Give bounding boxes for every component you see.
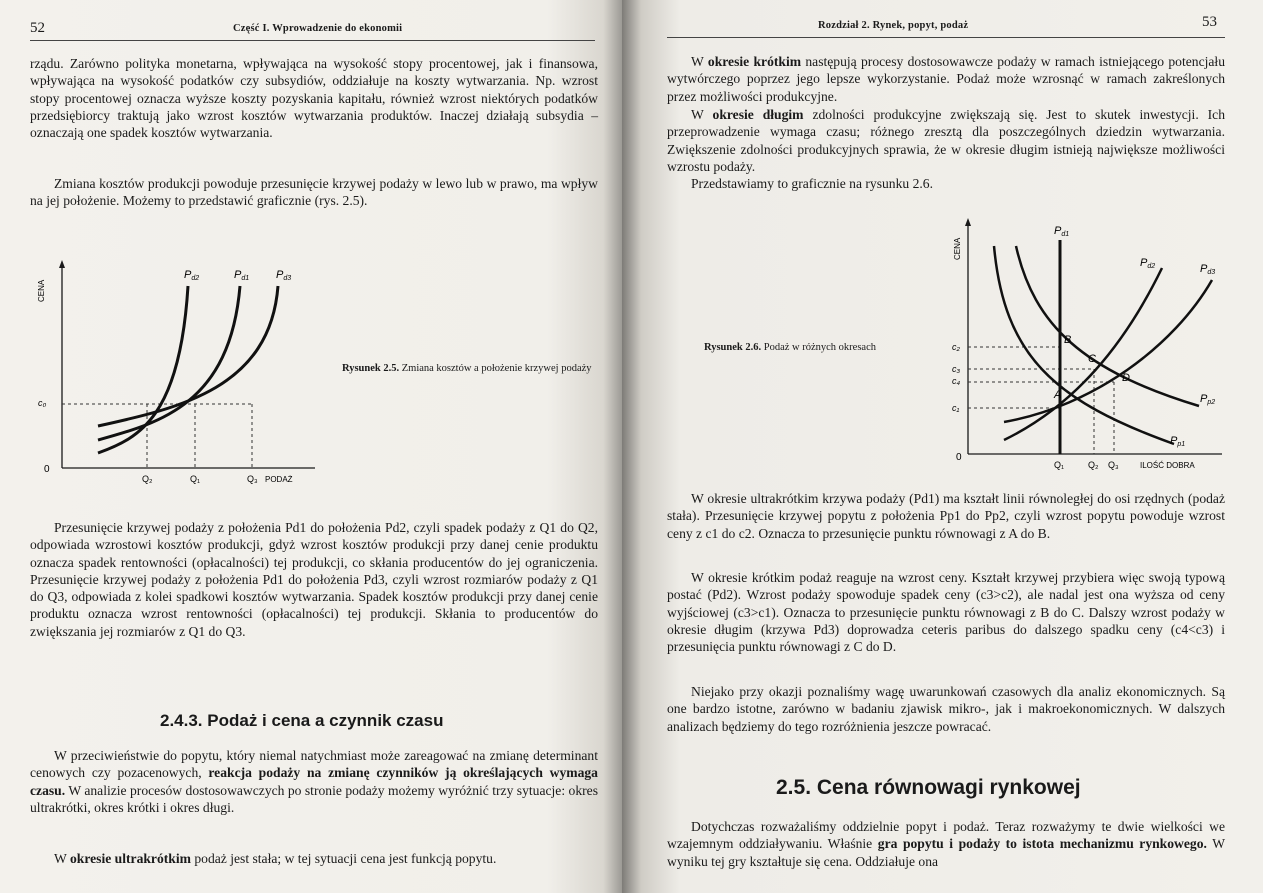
price-label-c3: c₃: [952, 364, 961, 374]
paragraph: Dotychczas rozważaliśmy oddzielnie popyt i podaż. Teraz rozważymy te dwie wielkości we wzajemnym oddziaływaniu. Właśnie gra popytu i podaży to istota mechanizmu rynkowego. W wyniku tej gry kształtuje się cena. Oddziałuje ona: [667, 819, 1226, 869]
x-tick-q1: Q₁: [1054, 460, 1065, 470]
y-axis-label: CENA: [953, 237, 962, 260]
curve-label-pp1: Pp1: [1170, 435, 1186, 448]
price-label-c1: c₁: [952, 403, 960, 413]
section-heading: 2.5. Cena równowagi rynkowej: [776, 776, 1081, 799]
paragraph: W okresie krótkim następują procesy dostosowawcze podaży w ramach istniejącego potencjału wytwórczego poprzez jego lepsze wykorzystanie. Podaż może wzrosnąć w ramach zakreślonych przez możliwości produkcyjne.: [667, 54, 1225, 104]
origin-label: 0: [44, 464, 50, 475]
running-head: Rozdział 2. Rynek, popyt, podaż: [818, 20, 969, 31]
curve-label-pd1: Pd1: [234, 269, 250, 282]
paragraph: Przesunięcie krzywej podaży z położenia Pd1 do położenia Pd2, czyli spadek podaży z Q1 do Q2, odpowiada wzrostowi kosztów produkcji, gdyż wzrost kosztów produkcji przy danej cenie produktu oznacza spadek rentowności (opłacalności) tej produkcji, co skłania producentów do jej ograniczenia. Przesunięcie krzywej podaży z położenia Pd1 do położenia Pd3, czyli wzrost rozmiarów podaży z Q1 do Q3, odpowiada z kolei spadkowi kosztów wytwarzania. Spadek kosztów produkcji przy danej cenie produktu oznacza wzrost rentowności (opłacalności) tej produkcji. Skłania to producentów do zwiększania jej rozmiarów z Q1 do Q3.: [30, 520, 598, 639]
paragraph: Zmiana kosztów produkcji powoduje przesunięcie krzywej podaży w lewo lub w prawo, ma wpływ na jej położenie. Możemy to przedstawić graficznie (rys. 2.5).: [30, 176, 598, 209]
paragraph: W okresie krótkim podaż reaguje na wzrost ceny. Kształt krzywej przybiera więc swoją typową postać (Pd2). Wzrost podaży spowoduje spadek ceny (c3>c2), ale nadal jest ona wyższa od ceny wyjściowej (c3>c1). Oznacza to przesunięcie punktu równowagi z B do C. Dalszy wzrost podaży w okresie długim (krzywa Pd3) doprowadza ceteris paribus do dalszego spadku ceny (c4<c3) i przesunięcia punktu równowagi z C do D.: [667, 570, 1225, 655]
point-label-b: B: [1064, 334, 1072, 346]
figure-2-6: [944, 216, 1234, 478]
paragraph: W okresie ultrakrótkim podaż jest stała; w tej sytuacji cena jest funkcją popytu.: [54, 851, 497, 866]
curve-label-pd3: Pd3: [1200, 263, 1216, 276]
x-tick-q3: Q₃: [247, 474, 258, 484]
supply-curve-pd3: [98, 286, 278, 426]
caption-text: Podaż w różnych okresach: [763, 342, 876, 353]
running-head: Część I. Wprowadzenie do ekonomii: [233, 23, 403, 34]
page-number: 53: [1202, 14, 1217, 30]
paragraph: W okresie ultrakrótkim krzywa podaży (Pd1) ma kształt linii równoległej do osi rzędnych (podaż stała). Przesunięcie krzywej popytu z położenia Pp1 do Pp2, czyli wzrost popytu powoduje wzrost ceny z c1 do c2. Oznacza to przesunięcie punktu równowagi z A do B.: [667, 491, 1225, 541]
paragraph: Niejako przy okazji poznaliśmy wagę uwarunkowań czasowych dla analiz ekonomicznych. Są one bardzo istotne, zarówno w badaniu zjawisk mikro-, jak i makroekonomicznych. W dalszych analizach będziemy do tego rozróżnienia jeszcze powracać.: [667, 684, 1225, 734]
bold-phrase: gra popytu i podaży to istota mechanizmu rynkowego.: [877, 836, 1207, 852]
price-label-c2: c₂: [952, 342, 960, 352]
caption-label: Rysunek 2.6.: [704, 342, 762, 353]
point-label-d: D: [1122, 372, 1130, 384]
x-tick-q1: Q₁: [190, 474, 201, 484]
left-page: [0, 0, 622, 893]
header-rule: [667, 37, 1225, 38]
paragraph: Przedstawiamy to graficznie na rysunku 2.6.: [691, 176, 933, 191]
caption-text: Zmiana kosztów a położenie krzywej podaży: [401, 363, 592, 374]
bold-phrase: okresie ultrakrótkim: [70, 851, 191, 866]
bold-phrase: okresie krótkim: [707, 54, 802, 69]
x-tick-q3: Q₃: [1108, 460, 1119, 470]
figure-caption: [342, 362, 592, 375]
right-page: [622, 0, 1263, 893]
supply-curve-pd1: [98, 286, 240, 440]
figure-caption: [704, 341, 944, 354]
paragraph: W okresie długim zdolności produkcyjne zwiększają się. Jest to skutek inwestycji. Ich przeprowadzenie wymaga czasu; różnego zresztą dla poszczególnych dziedzin wytwarzania. Zwiększenie zdolności produkcyjnych sprawia, że w okresie długim istnieją największe możliwości wzrostu podaży.: [667, 107, 1225, 174]
paragraph: W przeciwieństwie do popytu, który niemal natychmiast może zareagować na zmianę determinant cenowych czy pozacenowych, reakcja podaży na zmianę czynników ją określających wymaga czasu. W analizie procesów dostosowawczych po stronie podaży możemy wyróżnić trzy sytuacje: okres ultrakrótki, okres krótki i okres długi.: [30, 748, 598, 815]
curve-label-pd3: Pd3: [276, 269, 292, 282]
bold-phrase: reakcja podaży na zmianę czynników ją określających wymaga czasu.: [30, 765, 598, 798]
point-label-c: C: [1088, 353, 1096, 365]
axes: [968, 224, 1222, 454]
x-axis-label: ILOŚĆ DOBRA: [1140, 461, 1195, 470]
price-label-c4: c₄: [952, 376, 961, 386]
origin-label: 0: [956, 452, 962, 463]
section-heading: 2.4.3. Podaż i cena a czynnik czasu: [160, 711, 444, 730]
curve-label-pd2: Pd2: [1140, 257, 1156, 270]
curve-label-pd1: Pd1: [1054, 225, 1070, 238]
y-axis-arrow: [965, 218, 971, 226]
price-label-c0: c₀: [38, 398, 47, 408]
x-tick-q2: Q₂: [142, 474, 153, 484]
curve-label-pd2: Pd2: [184, 269, 200, 282]
caption-label: Rysunek 2.5.: [342, 363, 400, 374]
page-number: 52: [30, 20, 45, 36]
curve-label-pp2: Pp2: [1200, 393, 1216, 406]
supply-curve-pd2: [98, 286, 188, 453]
demand-curve-pp1: [994, 246, 1174, 444]
y-axis-arrow: [59, 260, 65, 268]
point-label-a: A: [1054, 389, 1062, 401]
y-axis-label: CENA: [37, 279, 46, 302]
bold-phrase: okresie długim: [712, 107, 804, 122]
figure-2-5: [30, 258, 330, 488]
x-tick-q2: Q₂: [1088, 460, 1099, 470]
paragraph: rządu. Zarówno polityka monetarna, wpływająca na wysokość stopy procentowej, jak i finansowa, wpływająca na wysokość podatków czy subsydiów, oddziałuje na koszty wytwarzania. Np. wzrost stopy procentowej oznacza wyższe koszty pozyskania kapitału, również wzrost niektórych podatków przedsiębiorcy traktują jako wzrost kosztów wytwarzania produktów. Inaczej działają subsydia – oznaczają one spadek kosztów wytwarzania.: [30, 56, 598, 141]
header-rule: [30, 40, 595, 41]
x-axis-label: PODAŻ: [265, 475, 293, 484]
